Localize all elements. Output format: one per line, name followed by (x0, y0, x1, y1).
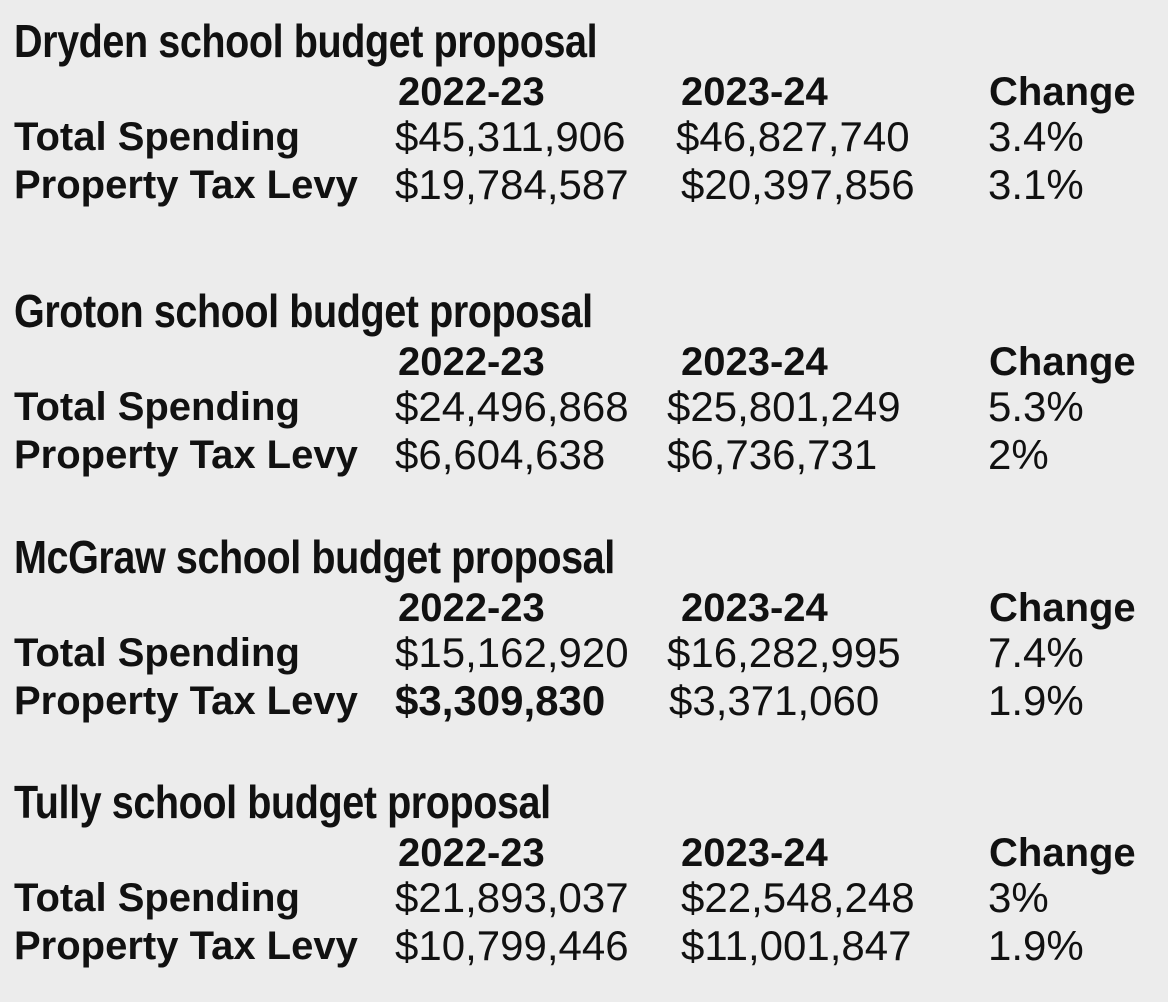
cell-property-tax-levy-2023-24: $20,397,856 (681, 161, 915, 208)
cell-total-spending-2022-23: $45,311,906 (395, 113, 626, 160)
table-title: Tully school budget proposal (14, 776, 551, 828)
cell-total-spending-2022-23: $24,496,868 (395, 383, 629, 430)
column-header-2023-24: 2023-24 (681, 340, 828, 384)
cell-property-tax-levy-2022-23: $19,784,587 (395, 161, 629, 208)
cell-property-tax-levy-2022-23: $3,309,830 (395, 677, 606, 724)
column-header-change: Change (989, 586, 1136, 630)
cell-property-tax-levy-2023-24: $6,736,731 (667, 431, 878, 478)
cell-total-spending-change: 3% (988, 874, 1049, 921)
row-label-total-spending: Total Spending (14, 631, 300, 675)
row-label-property-tax-levy: Property Tax Levy (14, 433, 358, 477)
cell-property-tax-levy-change: 3.1% (988, 161, 1084, 208)
cell-total-spending-change: 7.4% (988, 629, 1084, 676)
cell-total-spending-2023-24: $22,548,248 (681, 874, 915, 921)
row-label-property-tax-levy: Property Tax Levy (14, 679, 358, 723)
cell-total-spending-2023-24: $16,282,995 (667, 629, 901, 676)
cell-property-tax-levy-2023-24: $11,001,847 (681, 922, 912, 969)
column-header-2022-23: 2022-23 (398, 340, 545, 384)
cell-property-tax-levy-2022-23: $6,604,638 (395, 431, 606, 478)
table-title: Dryden school budget proposal (14, 15, 598, 67)
cell-property-tax-levy-change: 1.9% (988, 922, 1084, 969)
column-header-2022-23: 2022-23 (398, 70, 545, 114)
column-header-change: Change (989, 831, 1136, 875)
column-header-2023-24: 2023-24 (681, 70, 828, 114)
row-label-total-spending: Total Spending (14, 876, 300, 920)
column-header-change: Change (989, 70, 1136, 114)
cell-total-spending-change: 5.3% (988, 383, 1084, 430)
cell-property-tax-levy-2023-24: $3,371,060 (669, 677, 880, 724)
cell-total-spending-change: 3.4% (988, 113, 1084, 160)
cell-total-spending-2023-24: $46,827,740 (676, 113, 910, 160)
cell-total-spending-2022-23: $21,893,037 (395, 874, 629, 921)
table-title: Groton school budget proposal (14, 285, 593, 337)
cell-total-spending-2023-24: $25,801,249 (667, 383, 901, 430)
cell-total-spending-2022-23: $15,162,920 (395, 629, 629, 676)
cell-property-tax-levy-change: 1.9% (988, 677, 1084, 724)
row-label-property-tax-levy: Property Tax Levy (14, 924, 358, 968)
cell-property-tax-levy-change: 2% (988, 431, 1049, 478)
column-header-2022-23: 2022-23 (398, 586, 545, 630)
cell-property-tax-levy-2022-23: $10,799,446 (395, 922, 629, 969)
column-header-2023-24: 2023-24 (681, 586, 828, 630)
row-label-total-spending: Total Spending (14, 385, 300, 429)
table-title: McGraw school budget proposal (14, 531, 615, 583)
column-header-change: Change (989, 340, 1136, 384)
row-label-property-tax-levy: Property Tax Levy (14, 163, 358, 207)
row-label-total-spending: Total Spending (14, 115, 300, 159)
column-header-2022-23: 2022-23 (398, 831, 545, 875)
column-header-2023-24: 2023-24 (681, 831, 828, 875)
